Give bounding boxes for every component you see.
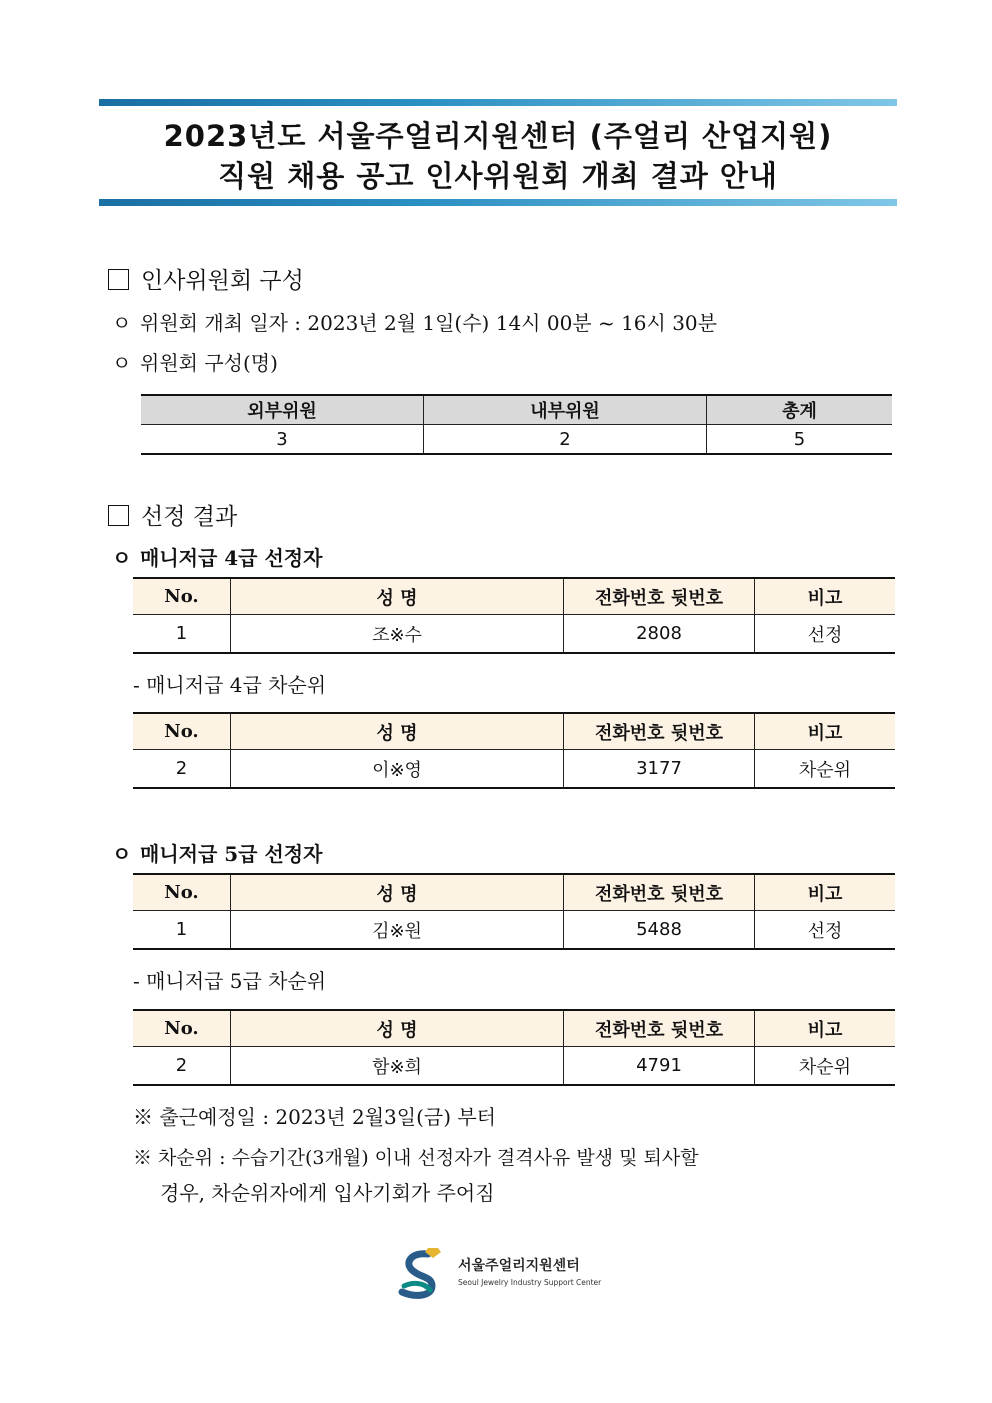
table-header-cell: 비고 xyxy=(755,578,896,615)
center-logo-icon xyxy=(398,1246,452,1302)
table-cell: 5488 xyxy=(564,911,755,950)
table-cell: 1 xyxy=(133,911,231,950)
table-header-cell: 전화번호 뒷번호 xyxy=(564,713,755,750)
logo-wordmark xyxy=(458,1255,601,1287)
table-header-row xyxy=(133,713,895,750)
table-header-cell: No. xyxy=(133,1010,231,1047)
bullet-circle-icon: ㅇ xyxy=(112,351,132,375)
page-title-line2: 직원 채용 공고 인사위원회 개최 결과 안내 xyxy=(218,159,778,193)
table-cell: 3 xyxy=(141,425,424,455)
table-row xyxy=(133,1047,895,1086)
grade4-alternate-table xyxy=(133,712,895,789)
table-cell: 함※희 xyxy=(231,1047,564,1086)
table-header-cell: 비고 xyxy=(755,713,896,750)
title-top-bar xyxy=(99,99,897,106)
table-header-cell: 전화번호 뒷번호 xyxy=(564,1010,755,1047)
table-row xyxy=(133,615,895,654)
table-row xyxy=(141,425,892,455)
page-title-line1: 2023년도 서울주얼리지원센터 (주얼리 산업지원) xyxy=(163,119,833,153)
bullet-circle-icon: ㅇ xyxy=(112,546,132,570)
grade5-selected-table xyxy=(133,873,895,950)
table-cell: 4791 xyxy=(564,1047,755,1086)
checkbox-square-icon xyxy=(108,269,129,290)
title-bottom-bar xyxy=(99,199,897,206)
grade4-alternate-label: - 매니저급 4급 차순위 xyxy=(133,673,327,697)
table-header-cell: 총계 xyxy=(707,395,893,425)
table-cell: 조※수 xyxy=(231,615,564,654)
table-header-cell: 전화번호 뒷번호 xyxy=(564,578,755,615)
bullet-circle-icon: ㅇ xyxy=(112,311,132,335)
table-cell: 차순위 xyxy=(755,1047,896,1086)
grade4-selected-label: ㅇ 매니저급 4급 선정자 xyxy=(112,542,322,571)
table-header-row xyxy=(133,1010,895,1047)
table-cell: 이※영 xyxy=(231,750,564,789)
table-cell: 선정 xyxy=(755,615,896,654)
grade5-selected-label: ㅇ 매니저급 5급 선정자 xyxy=(112,838,322,867)
committee-date-line: ㅇ 위원회 개최 일자 : 2023년 2월 1일(수) 14시 00분 ~ 16시 30분 xyxy=(112,307,717,336)
section-committee-heading: 인사위원회 구성 xyxy=(108,262,304,295)
table-row xyxy=(133,911,895,950)
table-header-cell: 성 명 xyxy=(231,578,564,615)
table-cell: 2808 xyxy=(564,615,755,654)
table-header-cell: 성 명 xyxy=(231,713,564,750)
table-cell: 2 xyxy=(133,750,231,789)
checkbox-square-icon xyxy=(108,505,129,526)
start-date-note: ※ 출근예정일 : 2023년 2월3일(금) 부터 xyxy=(133,1105,496,1129)
table-header-cell: No. xyxy=(133,578,231,615)
bullet-circle-icon: ㅇ xyxy=(112,842,132,866)
table-header-cell: 비고 xyxy=(755,874,896,911)
table-cell: 3177 xyxy=(564,750,755,789)
alternate-note-line2: 경우, 차순위자에게 입사기회가 주어짐 xyxy=(160,1181,495,1205)
grade4-selected-table xyxy=(133,577,895,654)
table-header-cell: 성 명 xyxy=(231,874,564,911)
grade5-alternate-label: - 매니저급 5급 차순위 xyxy=(133,969,327,993)
table-header-row xyxy=(133,578,895,615)
table-header-cell: 외부위원 xyxy=(141,395,424,425)
logo-name-en: Seoul Jewelry Industry Support Center xyxy=(458,1278,602,1287)
table-row xyxy=(133,750,895,789)
table-header-cell: No. xyxy=(133,713,231,750)
table-cell: 2 xyxy=(424,425,707,455)
table-header-cell: 비고 xyxy=(755,1010,896,1047)
table-cell: 1 xyxy=(133,615,231,654)
table-cell: 2 xyxy=(133,1047,231,1086)
committee-table xyxy=(141,394,892,455)
table-header-cell: No. xyxy=(133,874,231,911)
section-results-heading: 선정 결과 xyxy=(108,498,237,531)
table-cell: 5 xyxy=(707,425,893,455)
alternate-note-line1: ※ 차순위 : 수습기간(3개월) 이내 선정자가 결격사유 발생 및 퇴사할 xyxy=(133,1147,699,1169)
table-cell: 차순위 xyxy=(755,750,896,789)
table-header-cell: 내부위원 xyxy=(424,395,707,425)
table-cell: 선정 xyxy=(755,911,896,950)
committee-composition-line: ㅇ 위원회 구성(명) xyxy=(112,347,278,376)
table-header-row xyxy=(141,395,892,425)
table-header-cell: 전화번호 뒷번호 xyxy=(564,874,755,911)
table-header-cell: 성 명 xyxy=(231,1010,564,1047)
grade5-alternate-table xyxy=(133,1009,895,1086)
logo-name-ko: 서울주얼리지원센터 xyxy=(458,1258,580,1274)
table-header-row xyxy=(133,874,895,911)
table-cell: 김※원 xyxy=(231,911,564,950)
